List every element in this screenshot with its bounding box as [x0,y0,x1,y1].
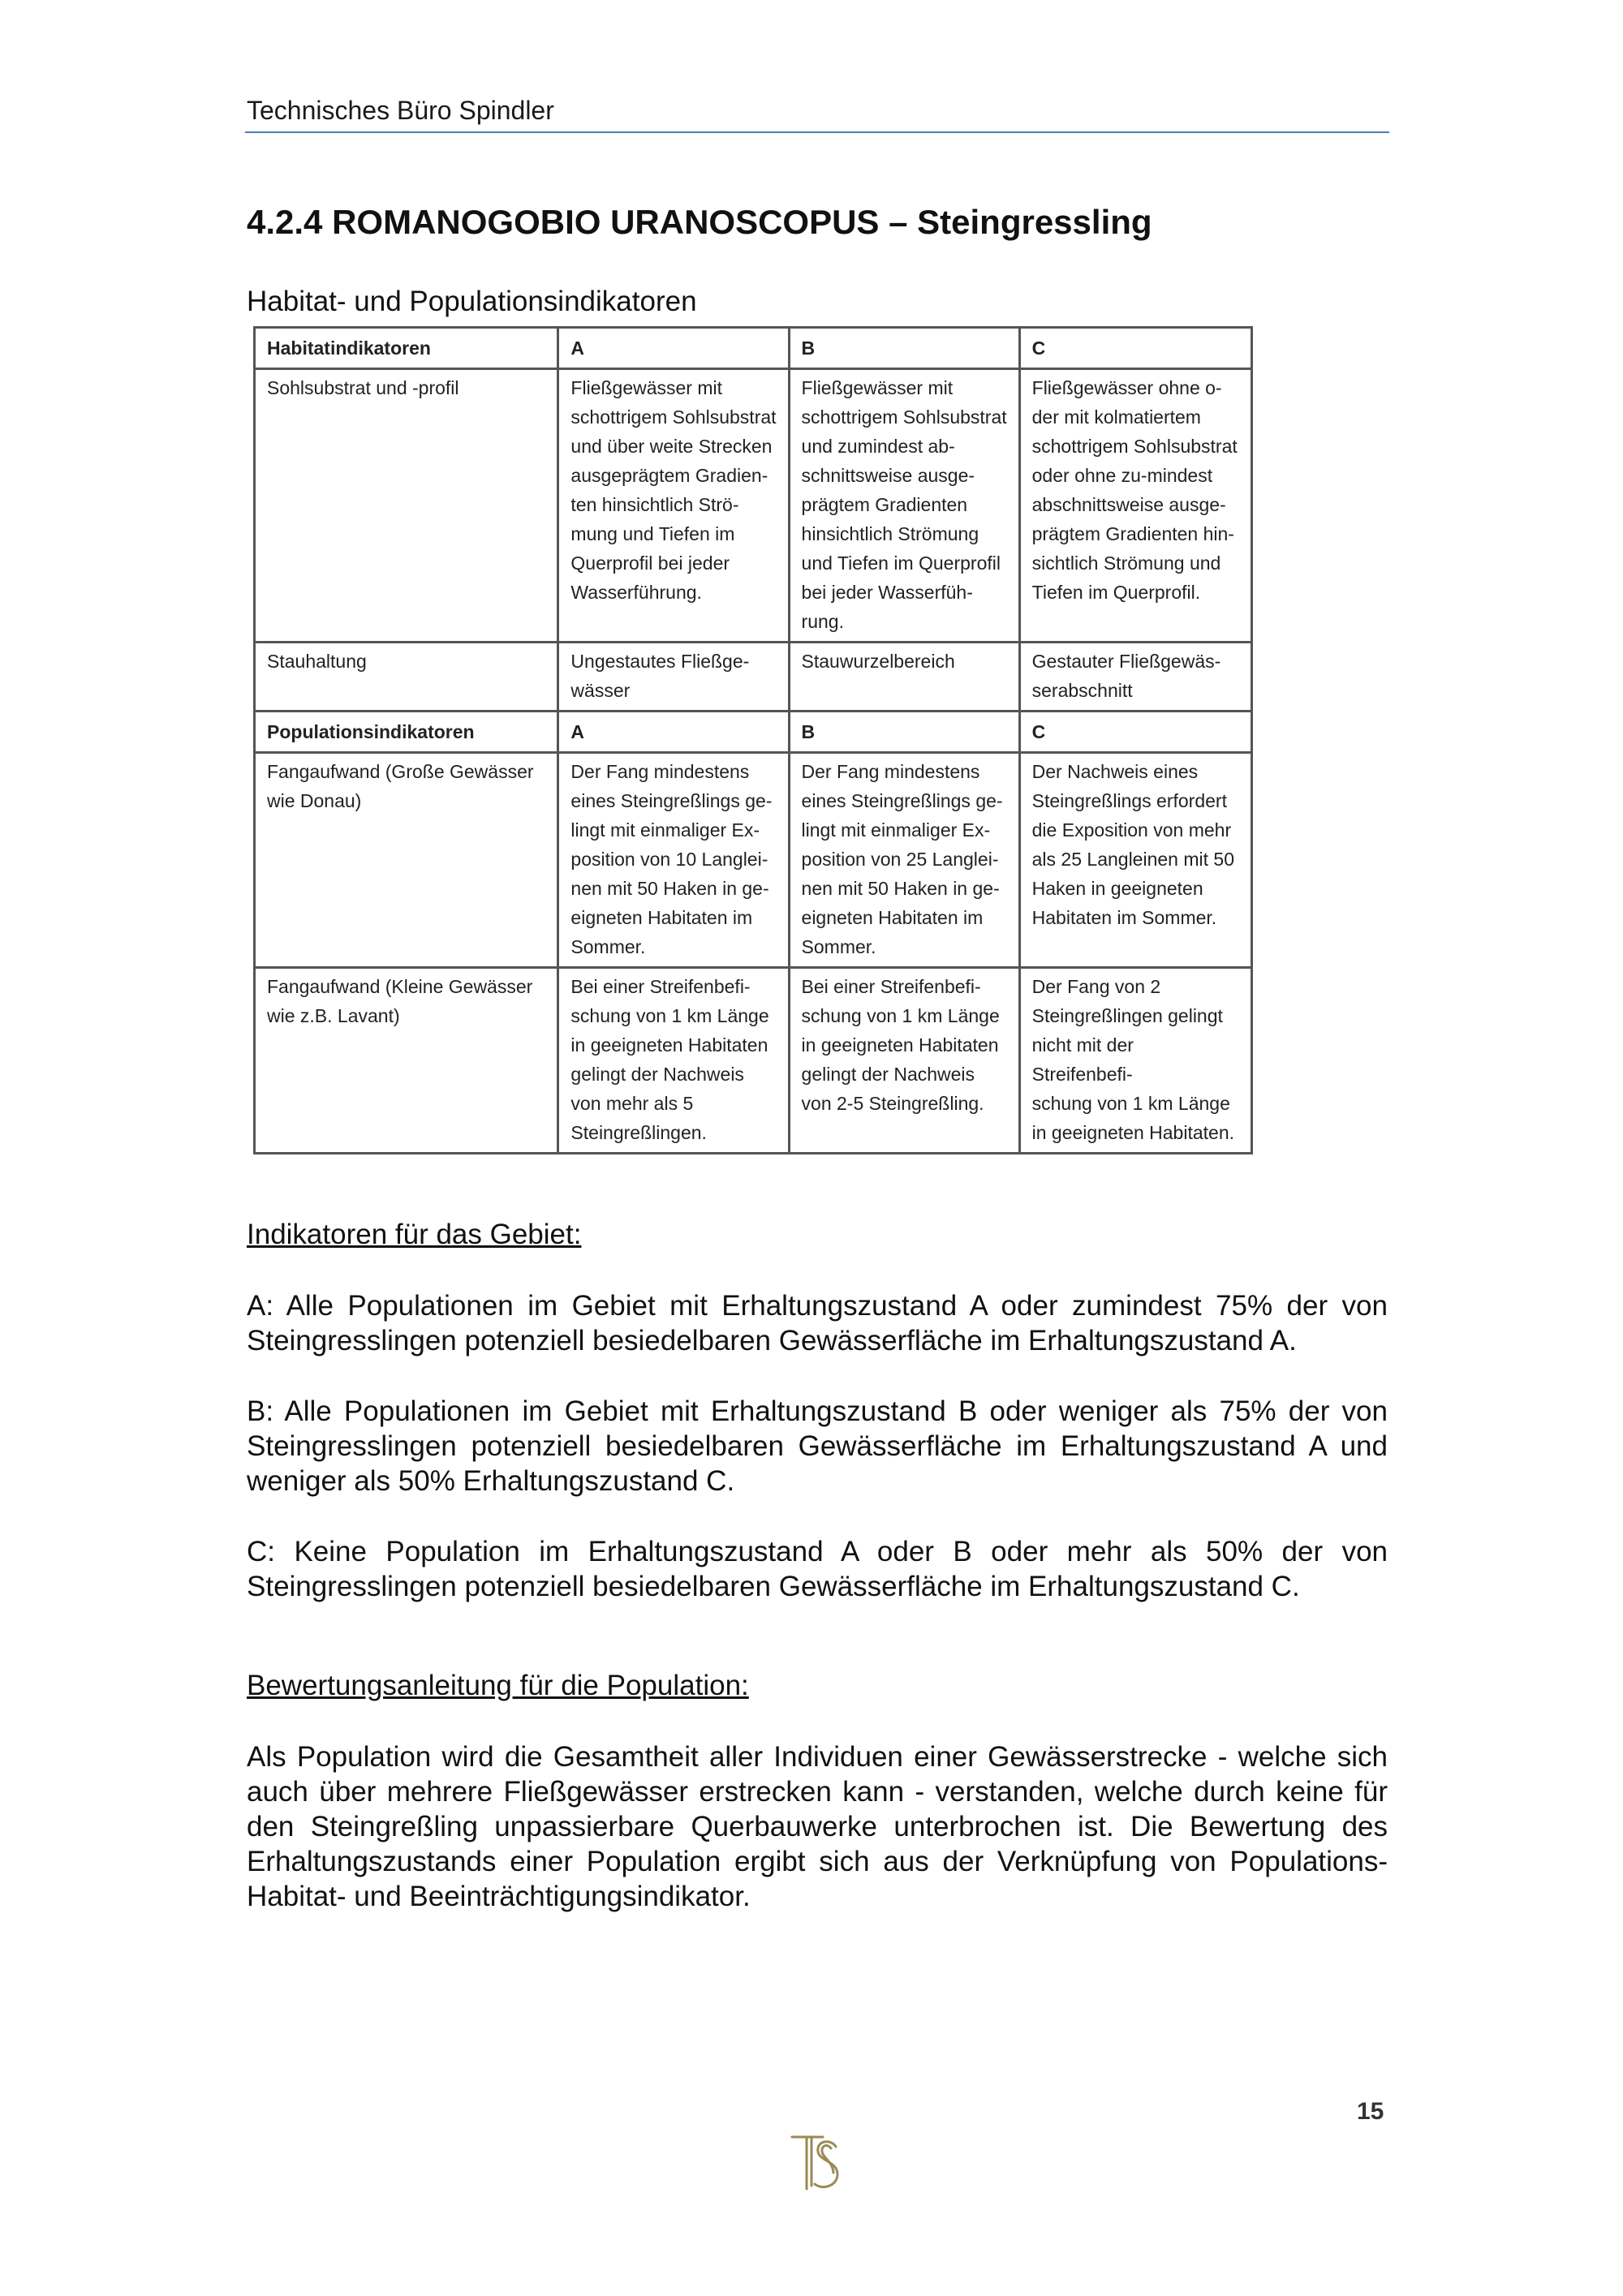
table-cell: Der Nachweis eines Steingreßlings erfordert die Exposition von mehr als 25 Langleinen mit 50 Haken in geeigneten Habitaten im Sommer. [1019,753,1251,968]
table-row [255,753,1252,968]
header-divider [245,131,1389,133]
table-header-cell: A [558,328,789,369]
table-row [255,369,1252,643]
population-header-row [255,712,1252,753]
table-cell: Fließgewässer ohne o- der mit kolmatiertem schottrigem Sohlsubstrat oder ohne zu-mindest abschnittsweise ausge- prägtem Gradienten hin- sichtlich Strömung und Tiefen im Querprofil. [1019,369,1251,643]
table-cell: Bei einer Streifenbefi- schung von 1 km Länge in geeigneten Habitaten gelingt der Nachweis von 2-5 Steingreßling. [789,968,1019,1154]
table-cell: Fließgewässer mit schottrigem Sohlsubstrat und über weite Strecken ausgeprägtem Gradien- ten hinsichtlich Strö- mung und Tiefen im Querprofil bei jeder Wasserführung. [558,369,789,643]
table-row [255,643,1252,712]
gebiet-paragraph-a: A: Alle Populationen im Gebiet mit Erhaltungszustand A oder zumindest 75% der von Steingresslingen potenziell besiedelbaren Gewässerfläche im Erhaltungszustand A. [247,1290,1388,1357]
table-header-cell: C [1019,712,1251,753]
gebiet-paragraph-c: C: Keine Population im Erhaltungszustand A oder B oder mehr als 50% der von Steingresslingen potenziell besiedelbaren Gewässerfläche im Erhaltungszustand C. [247,1536,1388,1602]
row-label: Fangaufwand (Kleine Gewässer wie z.B. Lavant) [255,968,558,1154]
row-label: Sohlsubstrat und -profil [255,369,558,643]
table-header-cell: Populationsindikatoren [255,712,558,753]
ts-monogram-icon [789,2129,846,2194]
table-caption: Habitat- und Populationsindikatoren [247,286,697,317]
table-cell: Der Fang mindestens eines Steingreßlings ge- lingt mit einmaliger Ex- position von 10 Langlei- nen mit 50 Haken in ge- eigneten Habitaten im Sommer. [558,753,789,968]
section-title: 4.2.4 ROMANOGOBIO URANOSCOPUS – Steingressling [247,203,1152,241]
gebiet-paragraph-b: B: Alle Populationen im Gebiet mit Erhaltungszustand B oder weniger als 75% der von Steingresslingen potenziell besiedelbaren Gewässerfläche im Erhaltungszustand A und weniger als 50% Erhaltungszustand C. [247,1395,1388,1497]
table-cell: Ungestautes Fließge- wässer [558,643,789,712]
row-label: Fangaufwand (Große Gewässer wie Donau) [255,753,558,968]
gebiet-heading: Indikatoren für das Gebiet: [247,1219,582,1250]
row-label: Stauhaltung [255,643,558,712]
table-row [255,968,1252,1154]
table-cell: Gestauter Fließgewäs- serabschnitt [1019,643,1251,712]
table-cell: Der Fang von 2 Steingreßlingen gelingt nicht mit der Streifenbefi- schung von 1 km Länge in geeigneten Habitaten. [1019,968,1251,1154]
indicator-table [253,326,1253,1154]
table-header-cell: C [1019,328,1251,369]
table-cell: Der Fang mindestens eines Steingreßlings ge- lingt mit einmaliger Ex- position von 25 Langlei- nen mit 50 Haken in ge- eigneten Habitaten im Sommer. [789,753,1019,968]
bewertung-paragraph: Als Population wird die Gesamtheit aller Individuen einer Gewässerstrecke - welche sich auch über mehrere Fließgewässer erstrecken kann - verstanden, welche durch keine für den Steingreßling unpassierbare Querbauwerke unterbrochen ist. Die Bewertung des Erhaltungszustands einer Population ergibt sich aus der Verknüpfung von Populations- Habitat- und Beeinträchtigungsindikator. [247,1741,1388,1912]
running-header: Technisches Büro Spindler [247,96,554,125]
habitat-header-row [255,328,1252,369]
bewertung-heading: Bewertungsanleitung für die Population: [247,1670,749,1701]
table-cell: Stauwurzelbereich [789,643,1019,712]
table-header-cell: B [789,328,1019,369]
table-header-cell: A [558,712,789,753]
table-cell: Bei einer Streifenbefi- schung von 1 km Länge in geeigneten Habitaten gelingt der Nachweis von mehr als 5 Steingreßlingen. [558,968,789,1154]
table-header-cell: B [789,712,1019,753]
table-header-cell: Habitatindikatoren [255,328,558,369]
page-number: 15 [1357,2098,1384,2125]
table-cell: Fließgewässer mit schottrigem Sohlsubstrat und zumindest ab- schnittsweise ausge- prägtem Gradienten hinsichtlich Strömung und Tiefen im Querprofil bei jeder Wasserfüh- rung. [789,369,1019,643]
